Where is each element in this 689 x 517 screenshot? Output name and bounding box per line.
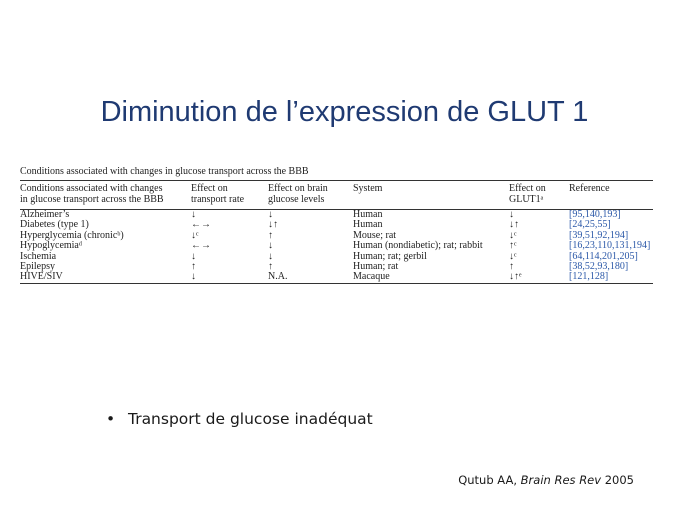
- cell-reference[interactable]: [38,52,93,180]: [569, 260, 629, 272]
- cell-transport-rate: ↓: [191, 209, 196, 220]
- cell-transport-rate: ↓: [191, 271, 196, 283]
- cell-reference[interactable]: [121,128]: [569, 271, 609, 283]
- cell-glucose-levels: ↑: [268, 229, 273, 241]
- table-header: [20, 181, 653, 207]
- cell-reference[interactable]: [95,140,193]: [569, 209, 621, 220]
- cell-condition: Epilepsy: [20, 260, 55, 272]
- table-caption: Conditions associated with changes in glucose transport across the BBB: [20, 166, 309, 177]
- cell-condition: Diabetes (type 1): [20, 219, 89, 231]
- cell-system: Human; rat; gerbil: [353, 250, 427, 262]
- cell-glucose-levels: ↑: [268, 260, 273, 272]
- cell-condition: HIVE/SIV: [20, 271, 63, 283]
- cell-condition: Ischemia: [20, 250, 57, 262]
- cell-glucose-levels: ↓: [268, 250, 273, 262]
- header-transport-rate: Effect on transport rate: [191, 183, 245, 205]
- citation: [458, 473, 634, 487]
- table-body: [20, 210, 653, 283]
- table-row: [20, 262, 653, 272]
- cell-reference[interactable]: [39,51,92,194]: [569, 229, 629, 241]
- cell-system: Macaque: [353, 271, 390, 283]
- cell-transport-rate: ↑: [191, 260, 196, 272]
- header-condition: Conditions associated with changes in glucose transport across the BBB: [20, 183, 164, 205]
- cell-glucose-levels: ↓↑: [268, 219, 278, 231]
- bullet-item: [106, 410, 373, 428]
- glucose-transport-table: [20, 166, 653, 284]
- cell-glut1-effect: ↑ᶜ: [509, 240, 517, 252]
- cell-reference[interactable]: [24,25,55]: [569, 219, 611, 231]
- cell-glut1-effect: ↓↑ᵉ: [509, 271, 522, 283]
- cell-condition: Alzheimer’s: [20, 209, 70, 220]
- table-row: [20, 231, 653, 241]
- cell-glut1-effect: ↓ᶜ: [509, 250, 517, 262]
- cell-system: Human: [353, 209, 383, 220]
- cell-system: Mouse; rat: [353, 229, 397, 241]
- citation-year: 2005: [604, 473, 634, 487]
- cell-glut1-effect: ↓ᶜ: [509, 229, 517, 241]
- bullet-text: Transport de glucose inadéquat: [128, 410, 373, 428]
- cell-condition: Hyperglycemia (chronicᵇ): [20, 229, 124, 241]
- header-glut1-effect: Effect on GLUT1ᵃ: [509, 183, 546, 205]
- cell-transport-rate: ↓ᶜ: [191, 229, 199, 241]
- citation-author: Qutub AA,: [458, 473, 518, 487]
- cell-glut1-effect: ↓: [509, 209, 514, 220]
- cell-system: Human; rat: [353, 260, 399, 272]
- cell-glucose-levels: ↓: [268, 240, 273, 252]
- header-system: System: [353, 183, 383, 194]
- cell-glut1-effect: ↑: [509, 260, 514, 272]
- cell-glucose-levels: N.A.: [268, 271, 288, 283]
- citation-journal: Brain Res Rev: [520, 473, 602, 487]
- cell-glucose-levels: ↓: [268, 209, 273, 220]
- cell-glut1-effect: ↓↑: [509, 219, 519, 231]
- table-bottom-rule: [20, 283, 653, 284]
- cell-transport-rate: ←→: [191, 240, 211, 252]
- table-row: [20, 272, 653, 282]
- cell-reference[interactable]: [16,23,110,131,194]: [569, 240, 651, 252]
- cell-transport-rate: ↓: [191, 250, 196, 262]
- slide-title: Diminution de l’expression de GLUT 1: [100, 96, 589, 128]
- header-reference: Reference: [569, 183, 610, 194]
- cell-condition: Hypoglycemiaᵈ: [20, 240, 82, 252]
- table-row: [20, 241, 653, 251]
- header-glucose-levels: Effect on brain glucose levels: [268, 183, 328, 205]
- cell-system: Human: [353, 219, 383, 231]
- bullet-dot: •: [106, 410, 116, 428]
- table-row: [20, 252, 653, 262]
- cell-system: Human (nondiabetic); rat; rabbit: [353, 240, 483, 252]
- table-row: [20, 210, 653, 220]
- cell-transport-rate: ←→: [191, 219, 211, 231]
- cell-reference[interactable]: [64,114,201,205]: [569, 250, 638, 262]
